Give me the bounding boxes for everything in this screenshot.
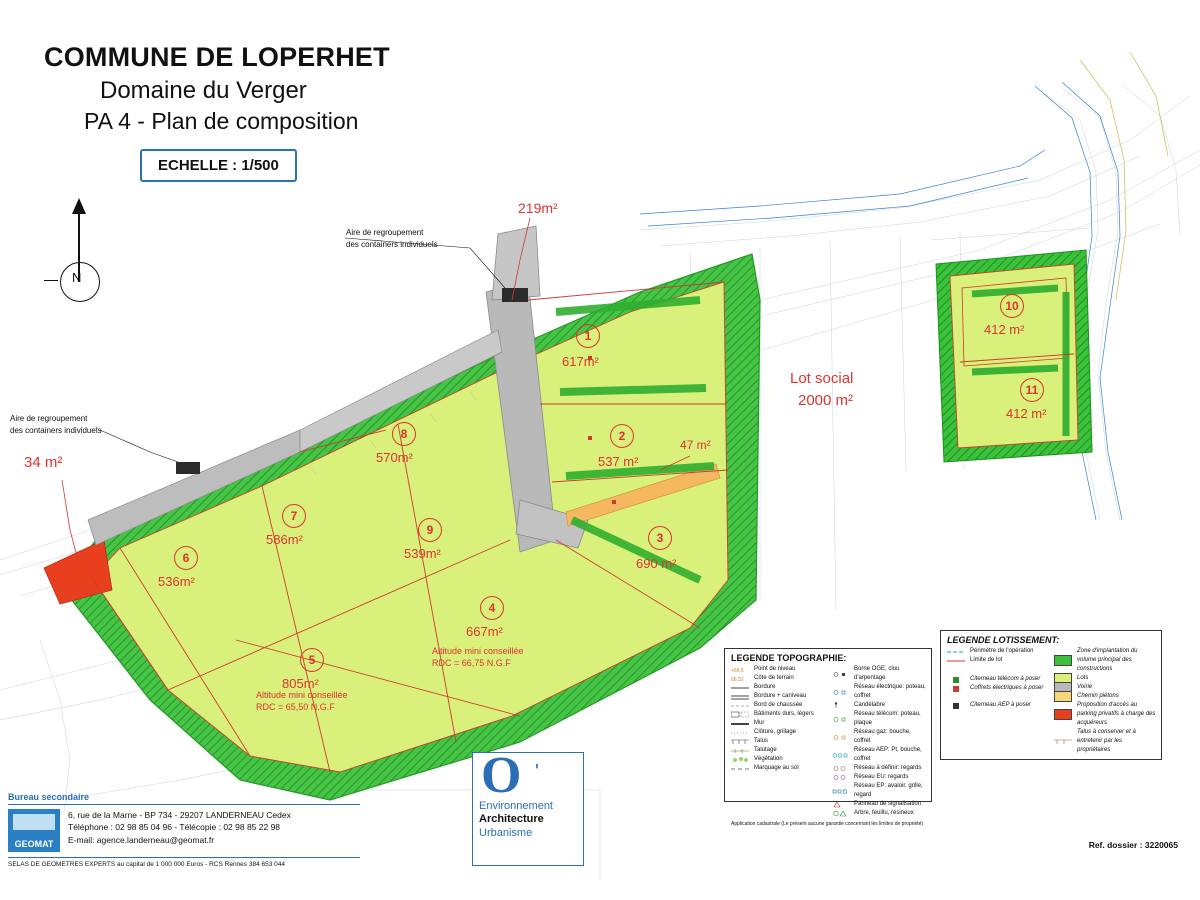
subtitle-domaine: Domaine du Verger <box>100 77 307 104</box>
note-lot5-line1: Altitude mini conseillée <box>256 690 348 700</box>
eau-logo-accent: ' <box>535 761 539 783</box>
legend-topography-title: LEGENDE TOPOGRAPHIE: <box>731 653 847 663</box>
embankment-keep-icon <box>1053 738 1073 745</box>
bureau-label: Bureau secondaire <box>8 792 360 805</box>
embankment-icon <box>730 747 750 754</box>
note-lot5-line2: RDC = 65,50 N.G.F <box>256 702 335 712</box>
title-block <box>44 42 390 182</box>
vegetation-icon <box>730 756 750 763</box>
north-label: N <box>72 270 82 285</box>
lot-marker-5[interactable]: 5 <box>300 648 324 672</box>
water-network-icon <box>830 752 850 759</box>
north-arrow-icon <box>52 200 122 310</box>
legend-item: Bâtiments durs, légers <box>730 710 826 719</box>
legend-item: Talus à conserver et à entretenir par les propriétaires <box>1053 728 1156 755</box>
legend-item: Coffrets électriques à poser <box>946 684 1049 693</box>
legend-topography-footnote: Application cadastrale (Le présent aucune garantie concernant les limites de propriété) <box>731 821 924 827</box>
geomat-logo <box>8 809 60 852</box>
perimeter-icon <box>946 648 966 655</box>
legend-item: Réseau télécom: poteau, plaque <box>830 710 926 728</box>
legend-topography <box>724 648 932 827</box>
scale-badge: ECHELLE : 1/500 <box>140 149 297 182</box>
lot-area-11: 412 m² <box>1006 406 1047 421</box>
tree-icon <box>830 810 850 817</box>
legend-item: Mur <box>730 719 826 728</box>
legend-item: Talus <box>730 737 826 746</box>
lot-marker-7[interactable]: 7 <box>282 504 306 528</box>
footer-legal: SELAS DE GEOMETRES EXPERTS au capital de 1 000 000 Euros - RCS Rennes 384 653 044 <box>8 857 360 868</box>
page-title: COMMUNE DE LOPERHET <box>44 42 390 72</box>
lots-swatch <box>1053 675 1073 682</box>
lot-marker-11[interactable]: 11 <box>1020 378 1044 402</box>
legend-item: Clôture, grillage <box>730 728 826 737</box>
lot-marker-3[interactable]: 3 <box>648 526 672 550</box>
lot-marker-6[interactable]: 6 <box>174 546 198 570</box>
lot-area-10: 412 m² <box>984 322 1025 337</box>
lot-marker-9[interactable]: 9 <box>418 518 442 542</box>
traffic-sign-icon <box>830 801 850 808</box>
lot-area-7: 586m² <box>266 532 303 547</box>
legend-item: Chemin piétons <box>1053 692 1156 701</box>
legend-item: Arbre, feuillu, résineux <box>830 809 926 818</box>
footer-geomat-block <box>8 792 360 868</box>
svg-text:66.52: 66.52 <box>731 676 744 682</box>
legend-item: +66.5 Point de niveau <box>731 666 796 673</box>
legend-topography-left-column <box>730 665 826 818</box>
eau-line-architecture: Architecture <box>479 813 544 826</box>
legend-item: Talutage <box>730 746 826 755</box>
gas-network-icon <box>830 734 850 741</box>
area-47: 47 m² <box>680 438 711 452</box>
legend-item: Limite de lot <box>946 656 1049 665</box>
lot-marker-8[interactable]: 8 <box>392 422 416 446</box>
lot-area-1: 617m² <box>562 354 599 369</box>
buildings-icon <box>730 711 750 718</box>
legend-item: Bordure <box>730 683 826 692</box>
water-chamber-icon <box>946 702 966 709</box>
firm-eau-block <box>472 747 584 866</box>
lot-area-3: 690 m² <box>636 556 677 571</box>
legend-item: Périmètre de l'opération <box>946 647 1049 656</box>
lot-area-9: 539m² <box>404 546 441 561</box>
legend-item: Réseau électrique: poteau, coffret <box>830 683 926 701</box>
telecom-chamber-icon <box>946 676 966 683</box>
legend-item: Proposition d'accès au parking privatifs à charge des acquéreurs <box>1053 701 1156 728</box>
legend-item: Végétation <box>730 755 826 764</box>
legend-item: Réseau à définir: regards <box>830 764 926 773</box>
legend-item: Marquage au sol <box>730 764 826 773</box>
legend-item: Borne OGE, clou d'arpentage <box>830 665 926 683</box>
eau-line-environnement: Environnement <box>479 799 553 812</box>
ground-level-icon <box>730 675 750 682</box>
legend-item: Zone d'implantation du volume principal des constructions <box>1053 647 1156 674</box>
lot-marker-10[interactable]: 10 <box>1000 294 1024 318</box>
svg-text:+66.5: +66.5 <box>731 667 744 673</box>
annotation-containers-left-line2: des containers individuels <box>10 426 102 435</box>
road-edge-icon <box>730 702 750 709</box>
legend-lotissement-right-column <box>1053 647 1156 755</box>
eau-line-urbanisme: Urbanisme <box>479 827 533 840</box>
subtitle-sheet: PA 4 - Plan de composition <box>84 108 359 134</box>
legend-item: Bord de chaussée <box>730 701 826 710</box>
telecom-network-icon <box>830 716 850 723</box>
volume-zone-swatch <box>1053 657 1073 664</box>
legend-item: Réseau EU: regards <box>830 773 926 782</box>
legend-item: Réseau EP: avaloir, grille, regard <box>830 782 926 800</box>
area-34: 34 m² <box>24 454 63 471</box>
footer-phone: Téléphone : 02 98 85 04 96 - Télécopie : 02 98 85 22 98 <box>68 822 281 833</box>
road-swatch <box>1053 684 1073 691</box>
lot-area-8: 570m² <box>376 450 413 465</box>
electric-network-icon <box>830 689 850 696</box>
footer-email[interactable]: E-mail: agence.landerneau@geomat.fr <box>68 834 215 845</box>
kerb-gutter-icon <box>730 693 750 700</box>
lot-area-6: 536m² <box>158 574 195 589</box>
note-lot4-line1: Altitude mini conseillée <box>432 646 524 656</box>
legend-lotissement <box>940 630 1162 760</box>
lot-marker-1[interactable]: 1 <box>576 324 600 348</box>
path-swatch <box>1053 693 1073 700</box>
lot-area-4: 667m² <box>466 624 503 639</box>
electric-cabinet-icon <box>946 685 966 692</box>
undefined-network-icon <box>830 765 850 772</box>
legend-item: 66.52 Côte de terrain <box>731 675 794 682</box>
note-lot4-line2: RDC = 66,75 N.G.F <box>432 658 511 668</box>
eau-logo-letter: O <box>481 747 522 804</box>
ref-dossier: Ref. dossier : 3220065 <box>1088 840 1178 850</box>
wall-icon <box>730 720 750 727</box>
footer-address: 6, rue de la Marne - BP 734 - 29207 LANDERNEAU Cedex <box>68 810 291 820</box>
legend-item: Réseau AEP: Pt, bouche, coffret <box>830 746 926 764</box>
slope-icon <box>730 738 750 745</box>
fence-icon <box>730 729 750 736</box>
legend-topography-right-column <box>830 665 926 818</box>
streetlight-icon <box>830 702 850 709</box>
sewer-network-icon <box>830 774 850 781</box>
legend-item: Citerneau AEP à poser <box>946 701 1049 710</box>
legend-item: Réseau gaz: bouche, coffret <box>830 728 926 746</box>
legend-item: Voirie <box>1053 683 1156 692</box>
annotation-containers-left-line1: Aire de regroupement <box>10 414 88 423</box>
road-marking-icon <box>730 765 750 772</box>
legend-lotissement-left-column <box>946 647 1049 755</box>
legend-item: Lots <box>1053 674 1156 683</box>
lot-social-area: 2000 m² <box>798 392 854 409</box>
legend-item: Candélabre <box>830 701 926 710</box>
lot-social-name: Lot social <box>790 370 854 387</box>
lot-marker-4[interactable]: 4 <box>480 596 504 620</box>
legend-item: Bordure + caniveau <box>730 692 826 701</box>
legend-item: Panneau de signalisation <box>830 800 926 809</box>
stormwater-network-icon <box>830 788 850 795</box>
area-219: 219m² <box>518 200 558 216</box>
kerb-icon <box>730 684 750 691</box>
survey-marker-icon <box>830 671 850 678</box>
legend-item: Citerneau télécom à poser <box>946 675 1049 684</box>
lot-area-5: 805m² <box>282 676 319 691</box>
level-point-icon <box>730 666 750 673</box>
private-access-swatch <box>1053 711 1073 718</box>
lot-limit-icon <box>946 657 966 664</box>
legend-lotissement-title: LEGENDE LOTISSEMENT: <box>947 635 1060 645</box>
annotation-containers-top-line2: des containers individuels <box>346 240 438 249</box>
annotation-containers-top-line1: Aire de regroupement <box>346 228 424 237</box>
lot-area-2: 537 m² <box>598 454 639 469</box>
geomat-logo-text: GEOMAT <box>14 839 54 849</box>
lot-marker-2[interactable]: 2 <box>610 424 634 448</box>
